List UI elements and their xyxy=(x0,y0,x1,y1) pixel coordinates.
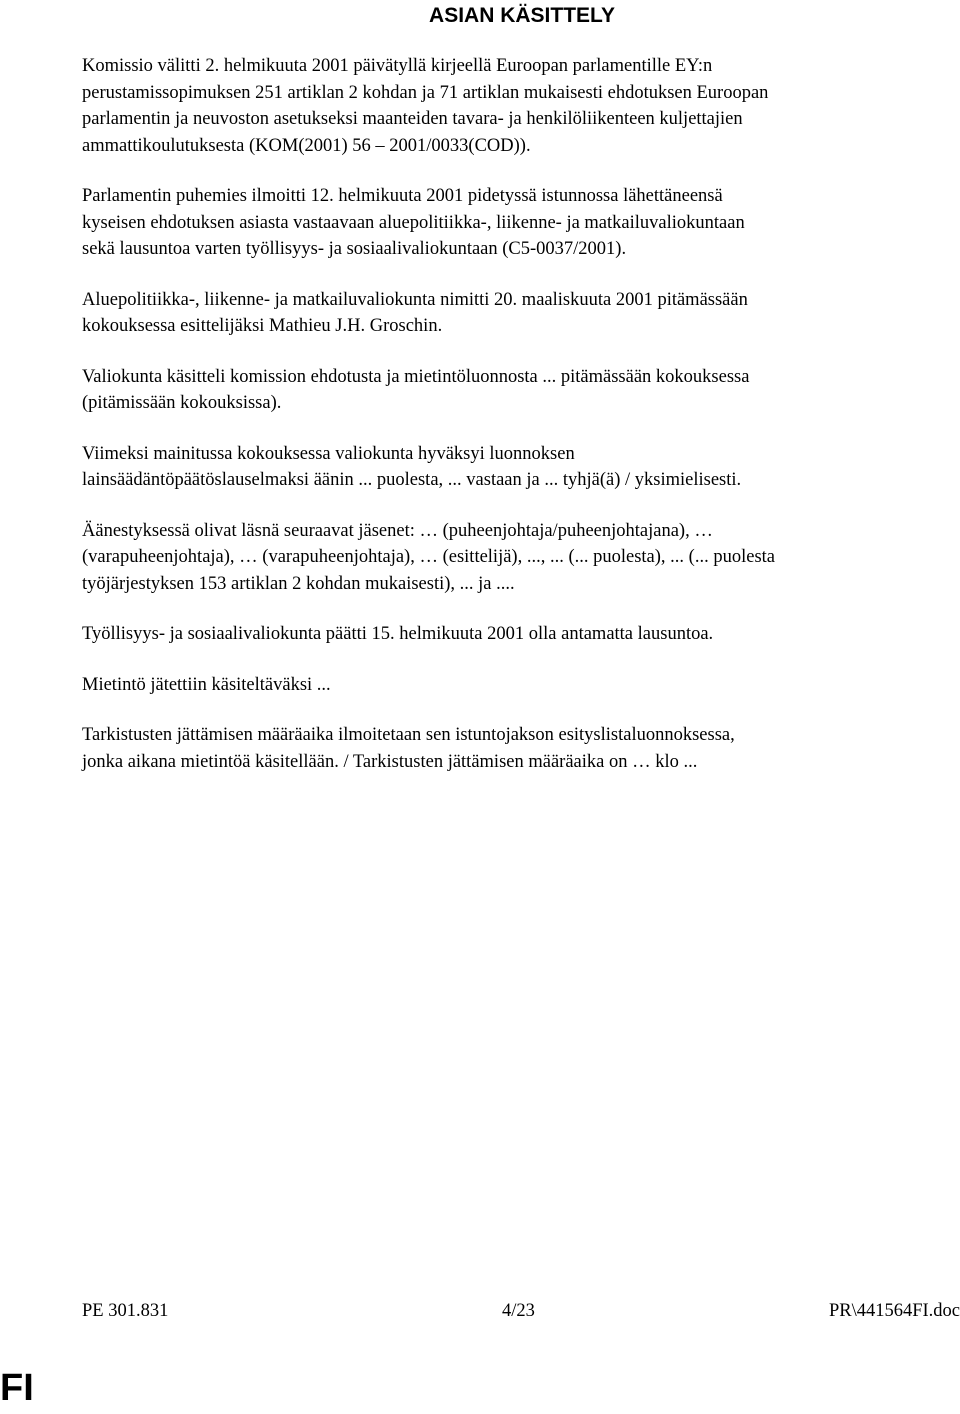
text-line: lainsäädäntöpäätöslauselmaksi äänin ... puolesta, ... vastaan ja ... tyhjä(ä) / yksimielisesti. xyxy=(82,470,742,490)
text-line: parlamentin ja neuvoston asetukseksi maanteiden tavara- ja henkilöliikenteen kuljettajien xyxy=(82,109,743,129)
text-line: Työllisyys- ja sosiaalivaliokunta päätti 15. helmikuuta 2001 olla antamatta lausuntoa. xyxy=(82,624,714,644)
text-line: Parlamentin puhemies ilmoitti 12. helmikuuta 2001 pidetyssä istunnossa lähettäneensä xyxy=(82,186,723,206)
paragraph-amendment-deadline xyxy=(82,722,960,775)
document-number: PE 301.831 xyxy=(82,1301,169,1321)
text-line: ammattikoulutuksesta (KOM(2001) 56 – 2001/0033(COD)). xyxy=(82,135,531,156)
text-line: Aluepolitiikka-, liikenne- ja matkailuvaliokunta nimitti 20. maaliskuuta 2001 pitämässään xyxy=(82,289,748,310)
section-heading: ASIAN KÄSITTELY xyxy=(429,4,615,27)
text-line: jonka aikana mietintöä käsitellään. / Tarkistusten jättämisen määräaika on … klo ... xyxy=(82,751,698,772)
text-line: Viimeksi mainitussa kokouksessa valiokunta hyväksyi luonnoksen xyxy=(82,443,575,464)
file-name: PR\441564FI.doc xyxy=(828,1301,960,1321)
text-line: työjärjestyksen 153 artiklan 2 kohdan mukaisesti), ... ja .... xyxy=(82,573,515,594)
text-line: Mietintö jätettiin käsiteltäväksi ... xyxy=(82,674,331,695)
paragraph-commission-referral xyxy=(82,53,960,159)
paragraph-report-tabled xyxy=(82,672,960,699)
page-footer xyxy=(82,1298,960,1324)
text-line: Äänestyksessä olivat läsnä seuraavat jäsenet: … (puheenjohtaja/puheenjohtajana), … xyxy=(82,520,713,541)
text-line: Valiokunta käsitteli komission ehdotusta ja mietintöluonnosta ... pitämässään kokouksessa xyxy=(82,366,750,387)
paragraph-committee-consideration xyxy=(82,364,960,417)
text-line: perustamissopimuksen 251 artiklan 2 kohdan ja 71 artiklan mukaisesti ehdotuksen Euroopan xyxy=(82,82,769,103)
text-line: kyseisen ehdotuksen asiasta vastaavaan aluepolitiikka-, liikenne- ja matkailuvaliokuntaan xyxy=(82,212,745,233)
text-line: (varapuheenjohtaja), … (varapuheenjohtaja), … (esittelijä), ..., ... (... puolesta), ... (... puolesta xyxy=(82,547,775,567)
text-line: kokouksessa esittelijäksi Mathieu J.H. Groschin. xyxy=(82,316,443,336)
language-code: FI xyxy=(0,1367,34,1409)
paragraph-opinion-decision xyxy=(82,621,960,648)
text-line: (pitämissään kokouksissa). xyxy=(82,393,282,413)
paragraph-rapporteur-appointment xyxy=(82,287,960,340)
document-body xyxy=(82,53,960,799)
text-line: Komissio välitti 2. helmikuuta 2001 päivätyllä kirjeellä Euroopan parlamentille EY:n xyxy=(82,56,713,76)
paragraph-members-present xyxy=(82,518,960,598)
page-number: 4/23 xyxy=(502,1301,535,1321)
text-line: sekä lausuntoa varten työllisyys- ja sosiaalivaliokuntaan (C5-0037/2001). xyxy=(82,239,627,259)
text-line: Tarkistusten jättämisen määräaika ilmoitetaan sen istuntojakson esityslistaluonnoksessa, xyxy=(82,725,735,745)
paragraph-president-announcement xyxy=(82,183,960,263)
paragraph-adoption-vote xyxy=(82,441,960,494)
